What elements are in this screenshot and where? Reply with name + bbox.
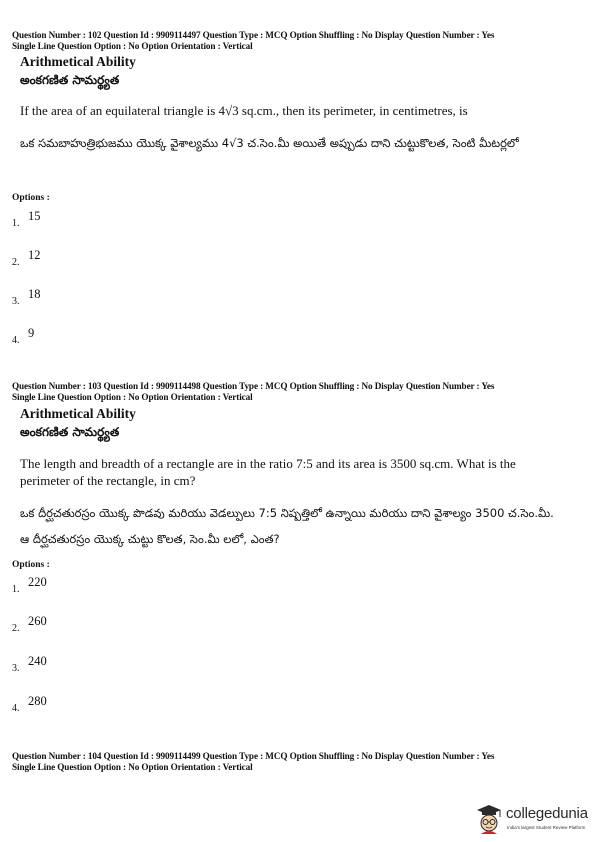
option-2[interactable] <box>12 248 92 270</box>
option-number: 4. <box>12 703 20 714</box>
question-text-en: The length and breadth of a rectangle are in the ratio 7:5 and its area is 3500 sq.cm. What is the perimeter of the rectangle, in cm? <box>20 456 516 488</box>
collegedunia-logo <box>474 802 595 838</box>
meta-line-2: Single Line Question Option : No Option Orientation : Vertical <box>12 391 253 402</box>
option-1[interactable] <box>12 209 92 231</box>
logo-tagline: India's largest Student Review Platform <box>507 825 586 830</box>
logo-brand-text: collegedunia <box>506 805 588 822</box>
option-value: 12 <box>28 248 41 262</box>
subject-title-te: అంకగణిత సామర్థ్యత <box>20 425 120 439</box>
option-number: 3. <box>12 296 20 307</box>
subject-title-te: అంకగణిత సామర్థ్యత <box>20 73 120 87</box>
option-number: 2. <box>12 623 20 634</box>
graduate-cap-icon <box>476 804 502 834</box>
meta-line-1: Question Number : 102 Question Id : 9909114497 Question Type : MCQ Option Shuffling : No Display Question Number : Yes <box>12 30 495 40</box>
option-3[interactable] <box>12 287 92 309</box>
meta-line-1: Question Number : 103 Question Id : 9909114498 Question Type : MCQ Option Shuffling : No Display Question Number : Yes <box>12 381 495 391</box>
option-4[interactable] <box>12 694 92 716</box>
option-value: 260 <box>28 614 47 628</box>
meta-line-1: Question Number : 104 Question Id : 9909114499 Question Type : MCQ Option Shuffling : No Display Question Number : Yes <box>12 751 495 761</box>
option-number: 2. <box>12 257 20 268</box>
question-meta <box>12 751 581 772</box>
option-1[interactable] <box>12 575 92 597</box>
option-2[interactable] <box>12 614 92 636</box>
option-4[interactable] <box>12 326 92 348</box>
option-value: 280 <box>28 694 47 708</box>
option-number: 1. <box>12 218 20 229</box>
subject-title-en: Arithmetical Ability <box>20 54 136 69</box>
question-text-te: ఒక దీర్ఘచతురస్రం యొక్క పొడవు మరియు వెడల్పులు 7:5 నిష్పత్తిలో ఉన్నాయి మరియు దాని వైశాల్యం 3500 చ.సెం.మీ. ఆ దీర్ఘచతురస్రం యొక్క చుట్టు కొలత, సెం.మీ లలో, ఎంత? <box>20 506 554 546</box>
meta-line-2: Single Line Question Option : No Option Orientation : Vertical <box>12 40 253 51</box>
question-text-en: If the area of an equilateral triangle is 4√3 sq.cm., then its perimeter, in centimetres, is <box>20 103 468 118</box>
option-value: 220 <box>28 575 47 589</box>
option-value: 18 <box>28 287 41 301</box>
option-value: 15 <box>28 209 41 223</box>
meta-line-2: Single Line Question Option : No Option Orientation : Vertical <box>12 761 253 772</box>
question-text-te: ఒక సమబాహుత్రిభుజము యొక్క వైశాల్యము 4√3 చ.సెం.మీ అయితే అప్పుడు దాని చుట్టుకొలత, సెంటి మీటర్లలో <box>20 136 519 150</box>
option-value: 9 <box>28 326 35 340</box>
question-meta <box>12 381 581 402</box>
options-label: Options : <box>12 560 50 570</box>
subject-title-en: Arithmetical Ability <box>20 406 136 421</box>
option-value: 240 <box>28 654 47 668</box>
option-number: 4. <box>12 335 20 346</box>
option-3[interactable] <box>12 654 92 676</box>
options-label: Options : <box>12 193 50 203</box>
option-number: 1. <box>12 584 20 595</box>
question-meta <box>12 30 581 51</box>
option-number: 3. <box>12 663 20 674</box>
